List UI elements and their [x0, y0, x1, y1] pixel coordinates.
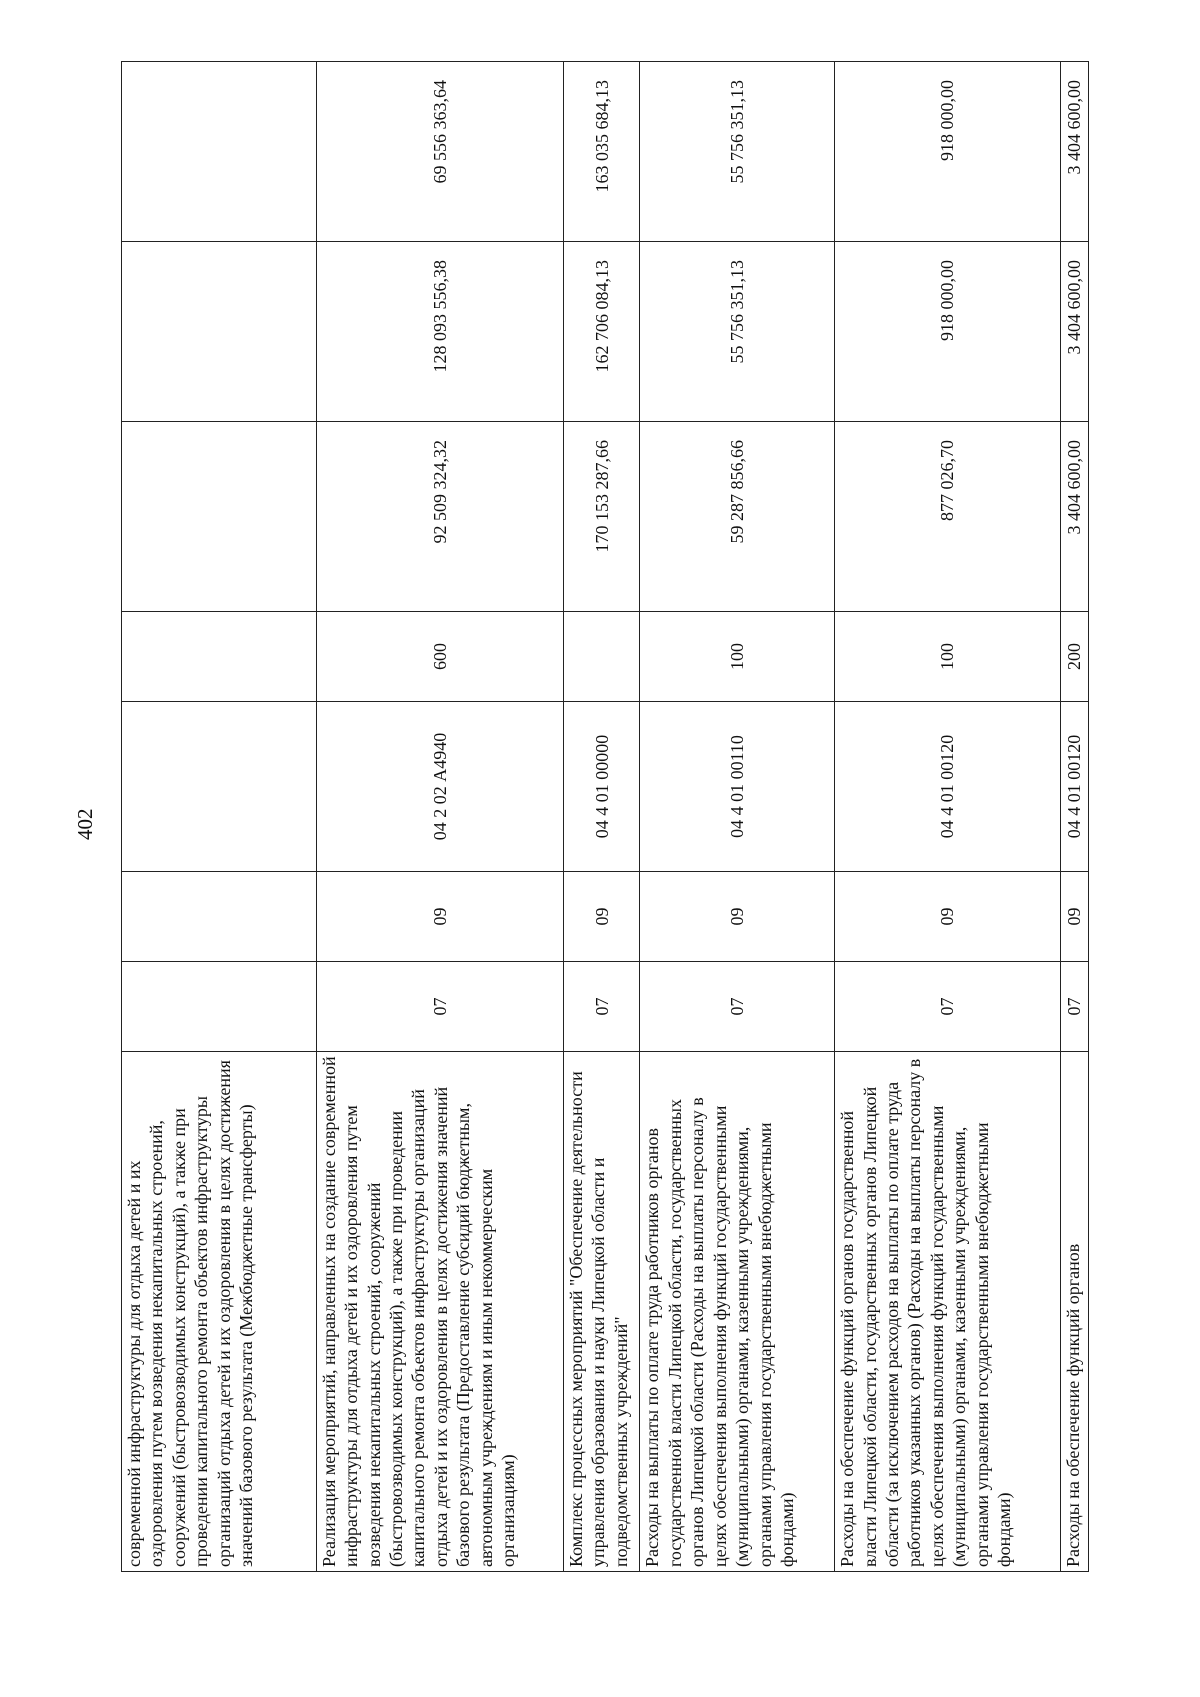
section-code: 07 — [563, 962, 640, 1052]
expense-type-code: 200 — [1060, 612, 1088, 702]
target-code: 04 4 01 00120 — [1060, 702, 1088, 872]
section-code: 07 — [316, 962, 563, 1052]
subsection-code: 09 — [835, 872, 1060, 962]
row-description: современной инфраструктуры для отдыха детей и их оздоровления путем возведения некапитальных строений, сооружений (быстровозводимых конструкций), а также при проведении капитального ремонта объектов инфраструктуры организаций отдыха детей и их оздоровления в целях достижения значений базового результата (Межбюджетные трансферты) — [122, 1052, 317, 1572]
table-row — [122, 62, 317, 1572]
table-row — [1060, 62, 1088, 1572]
expense-type-code: 600 — [316, 612, 563, 702]
subsection-code — [122, 872, 317, 962]
amount-year-2: 55 756 351,13 — [640, 242, 835, 422]
expense-type-code — [122, 612, 317, 702]
subsection-code: 09 — [316, 872, 563, 962]
row-description: Расходы на выплаты по оплате труда работников органов государственной власти Липецкой области, государственных органов Липецкой области (Расходы на выплаты персоналу в целях обеспечения выполнения функций государственными (муниципальными) органами, казенными учреждениями, органами управления государственными внебюджетными фондами) — [640, 1052, 835, 1572]
amount-year-1: 877 026,70 — [835, 422, 1060, 612]
subsection-code: 09 — [563, 872, 640, 962]
row-description: Реализация мероприятий, направленных на создание современной инфраструктуры для отдыха детей и их оздоровления путем возведения некапитальных строений, сооружений (быстровозводимых конструкций), а также при проведении капитального ремонта объектов инфраструктуры организаций отдыха детей и их оздоровления в целях достижения значений базового результата (Предоставление субсидий бюджетным, автономным учреждениям и иным некоммерческим организациям) — [316, 1052, 563, 1572]
amount-year-1: 170 153 287,66 — [563, 422, 640, 612]
target-code — [122, 702, 317, 872]
amount-year-2: 162 706 084,13 — [563, 242, 640, 422]
table-row — [563, 62, 640, 1572]
target-code: 04 2 02 А4940 — [316, 702, 563, 872]
row-description: Расходы на обеспечение функций органов государственной власти Липецкой области, государственных органов Липецкой области (за исключением расходов на выплаты по оплате труда работников указанных органов) (Расходы на выплаты персоналу в целях обеспечения выполнения функций государственными (муниципальными) органами, казенными учреждениями, органами управления государственными внебюджетными фондами) — [835, 1052, 1060, 1572]
amount-year-1 — [122, 422, 317, 612]
subsection-code: 09 — [640, 872, 835, 962]
amount-year-3: 3 404 600,00 — [1060, 62, 1088, 242]
expense-type-code — [563, 612, 640, 702]
row-description: Расходы на обеспечение функций органов — [1060, 1052, 1088, 1572]
expense-type-code: 100 — [835, 612, 1060, 702]
amount-year-1: 59 287 856,66 — [640, 422, 835, 612]
amount-year-3: 163 035 684,13 — [563, 62, 640, 242]
section-code — [122, 962, 317, 1052]
amount-year-2: 128 093 556,38 — [316, 242, 563, 422]
target-code: 04 4 01 00110 — [640, 702, 835, 872]
amount-year-3 — [122, 62, 317, 242]
section-code: 07 — [1060, 962, 1088, 1052]
table-row — [640, 62, 835, 1572]
amount-year-1: 92 509 324,32 — [316, 422, 563, 612]
expense-type-code: 100 — [640, 612, 835, 702]
budget-table-container — [121, 62, 1089, 1572]
amount-year-2 — [122, 242, 317, 422]
amount-year-3: 918 000,00 — [835, 62, 1060, 242]
section-code: 07 — [835, 962, 1060, 1052]
table-row — [835, 62, 1060, 1572]
section-code: 07 — [640, 962, 835, 1052]
target-code: 04 4 01 00000 — [563, 702, 640, 872]
page-number: 402 — [73, 808, 97, 840]
amount-year-2: 3 404 600,00 — [1060, 242, 1088, 422]
amount-year-3: 69 556 363,64 — [316, 62, 563, 242]
amount-year-3: 55 756 351,13 — [640, 62, 835, 242]
budget-table — [121, 61, 1089, 1572]
target-code: 04 4 01 00120 — [835, 702, 1060, 872]
row-description: Комплекс процессных мероприятий "Обеспечение деятельности управления образования и науки Липецкой области и подведомственных учреждений" — [563, 1052, 640, 1572]
table-row — [316, 62, 563, 1572]
amount-year-2: 918 000,00 — [835, 242, 1060, 422]
amount-year-1: 3 404 600,00 — [1060, 422, 1088, 612]
subsection-code: 09 — [1060, 872, 1088, 962]
